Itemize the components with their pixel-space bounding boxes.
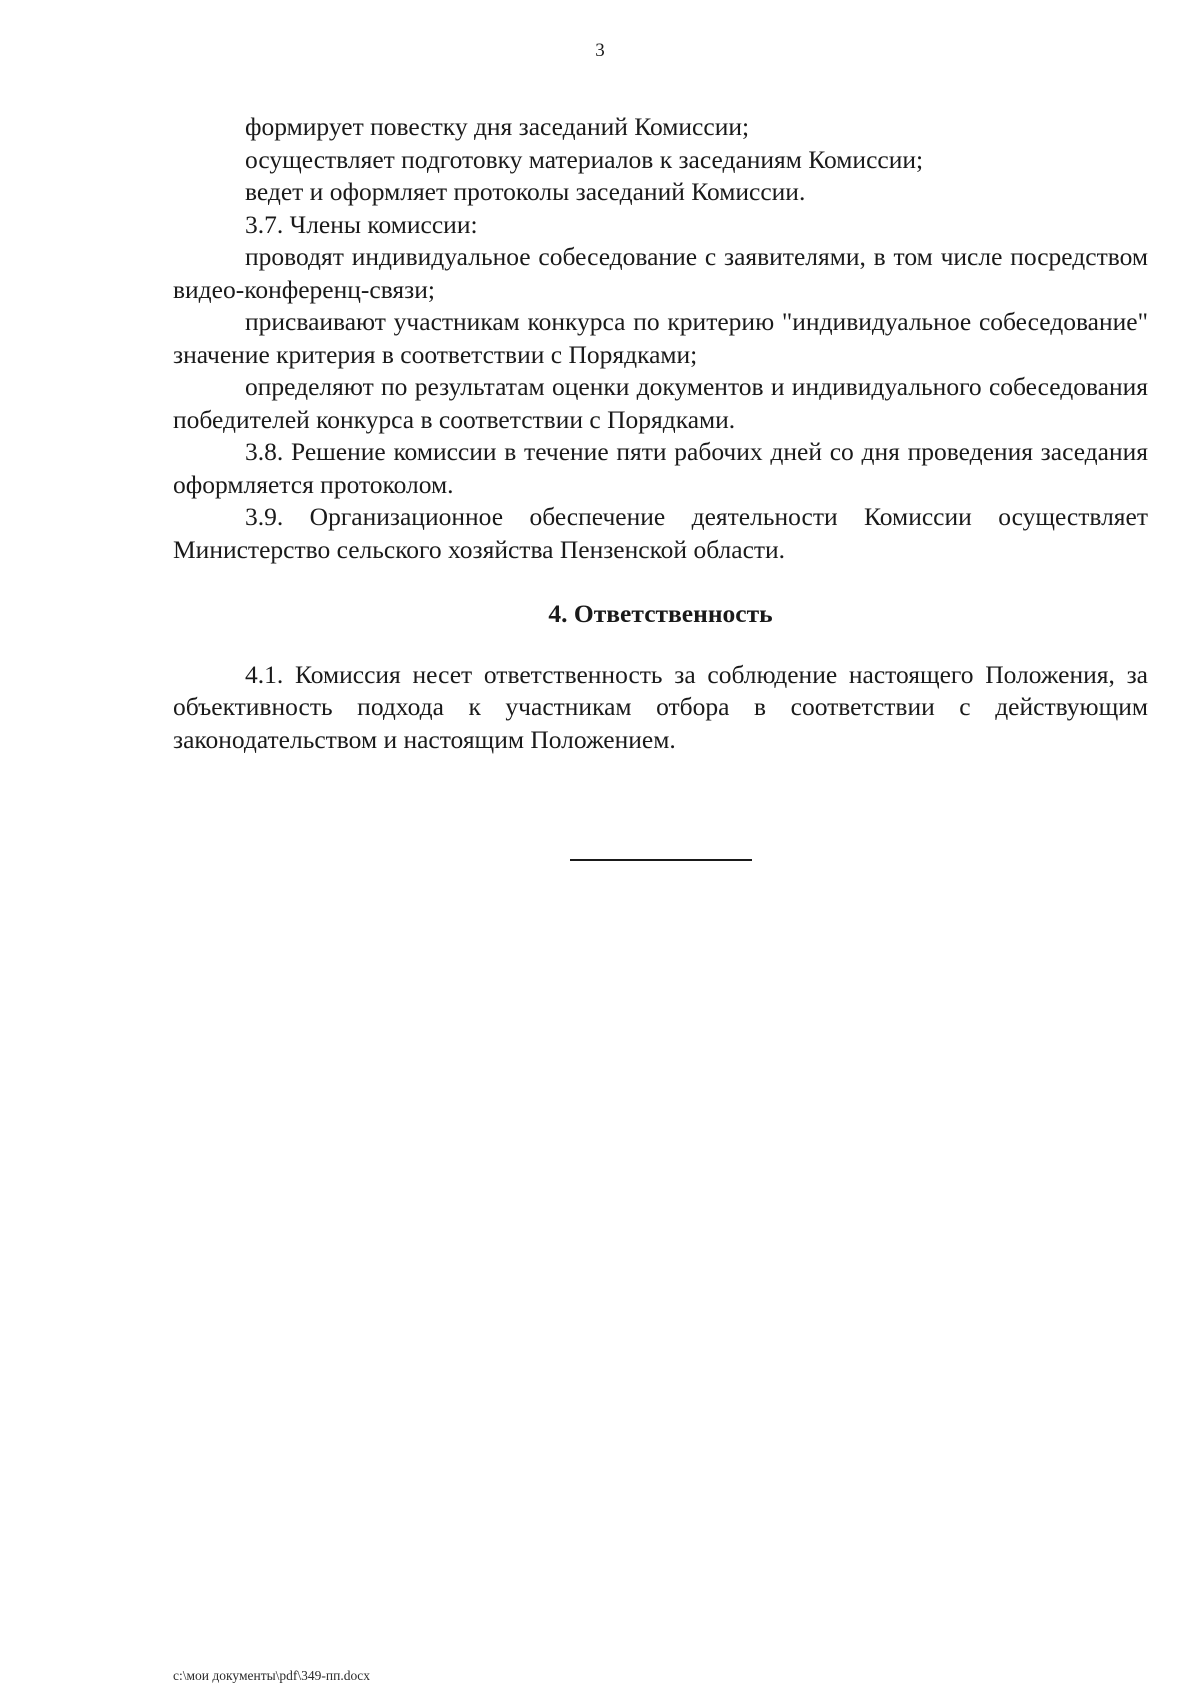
page-number: 3 [595,40,605,61]
section-heading: 4. Ответственность [548,599,773,628]
paragraph-3-8: 3.8. Решение комиссии в течение пяти рабочих дней со дня проведения заседания оформляется протоколом. [173,437,1148,499]
paragraph-materials: осуществляет подготовку материалов к заседаниям Комиссии; [245,144,924,174]
paragraph-winners: определяют по результатам оценки документов и индивидуального собеседования победителей конкурса в соответствии с Порядками. [173,372,1148,434]
closing-divider [570,859,752,861]
footer-file-path: c:\мои документы\pdf\349-пп.docx [173,1668,370,1683]
paragraph-4-1: 4.1. Комиссия несет ответственность за соблюдение настоящего Положения, за объективность подхода к участникам отбора в соответствии с действующим законодательством и настоящим Положением. [173,659,1148,754]
paragraph-interview: проводят индивидуальное собеседование с заявителями, в том числе посредством видео-конференц-связи; [173,242,1148,304]
paragraph-criterion: присваивают участникам конкурса по критерию "индивидуальное собеседование" значение критерия в соответствии с Порядками; [173,307,1148,369]
document-body [173,111,1148,756]
paragraph-protocols: ведет и оформляет протоколы заседаний Комиссии. [245,177,806,206]
paragraph-3-9: 3.9. Организационное обеспечение деятельности Комиссии осуществляет Министерство сельского хозяйства Пензенской области. [173,502,1148,564]
paragraph-3-7: 3.7. Члены комиссии: [245,209,478,239]
paragraph-agenda: формирует повестку дня заседаний Комиссии; [245,112,750,141]
